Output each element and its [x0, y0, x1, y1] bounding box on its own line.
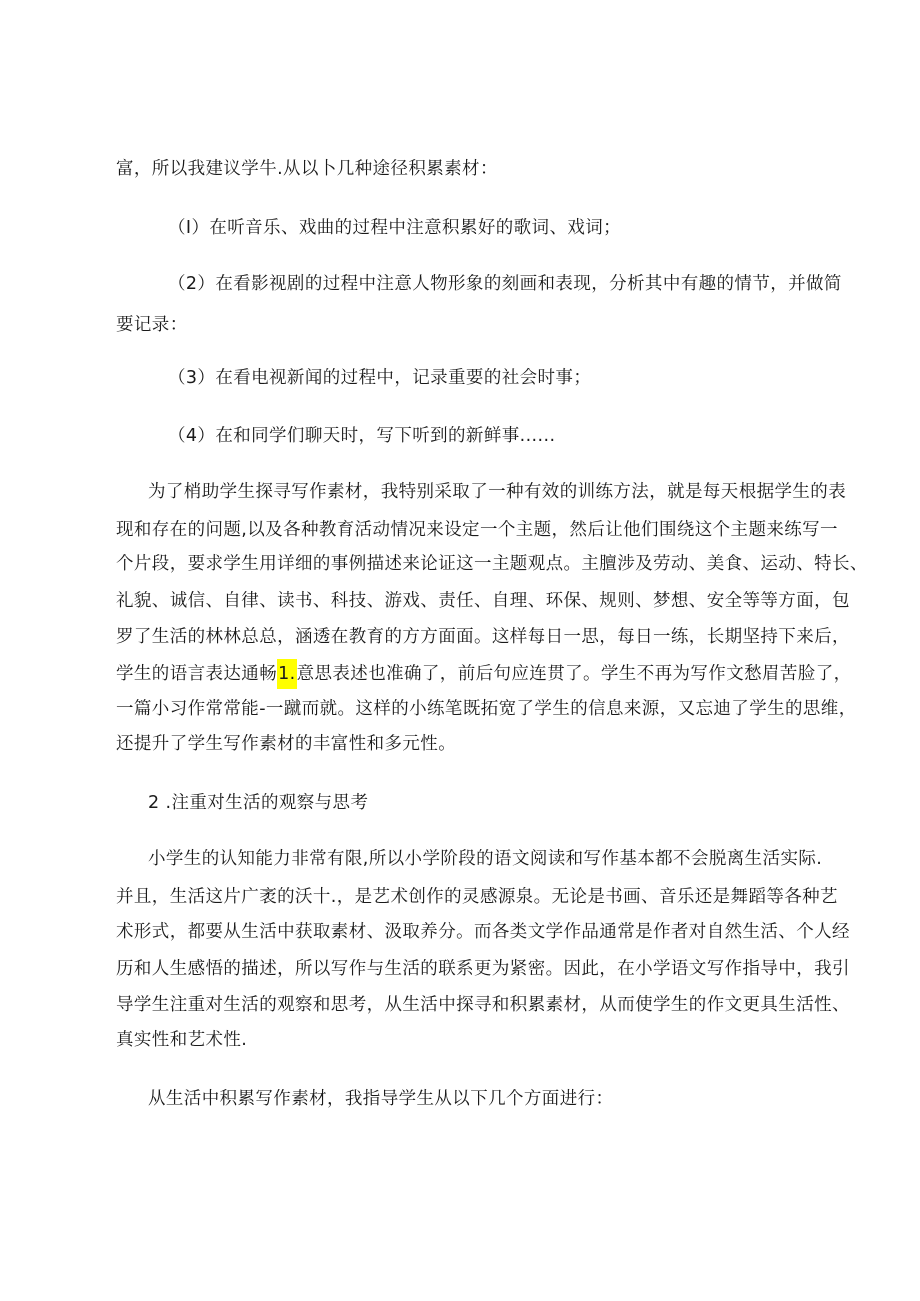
paragraph-line: 个片段，要求学生用详细的事例描述来论证这一主题观点。主膻涉及劳动、美食、运动、特长、: [116, 554, 868, 574]
paragraph-line: 礼貌、诚信、自律、读书、科技、游戏、责任、自理、环保、规则、梦想、安全等等方面，包: [116, 591, 850, 611]
paragraph-line: 并且，生活这片广袤的沃十.，是艺术创作的灵感源泉。无论是书画、音乐还是舞蹈等各种艺: [116, 887, 838, 907]
highlight-mark: 1.: [277, 659, 297, 689]
paragraph-line: 历和人生感悟的描述，所以写作与生活的联系更为紧密。因此，在小学语文写作指导中，我引: [116, 959, 850, 979]
paragraph-line: 现和存在的问题,以及各种教育活动情况来设定一个主题，然后让他们围绕这个主题来练写一: [116, 520, 838, 540]
list-item: （4）在和同学们聊天时，写下听到的新鲜事......: [168, 426, 556, 446]
paragraph-line: 术形式，都要从生活中获取素材、汲取养分。而各类文学作品通常是作者对自然生活、个人经: [116, 922, 850, 942]
paragraph-line: 真实性和艺术性.: [116, 1030, 248, 1050]
paragraph-line: 一篇小习作常常能-一蹴而就。这样的小练笔既拓宽了学生的信息来源，又忘迪了学生的思维，: [116, 699, 857, 719]
paragraph-line: 导学生注重对生活的观察和思考，从生活中探寻和积累素材，从而使学生的作文更具生活性、: [116, 995, 850, 1015]
list-item: （2）在看影视剧的过程中注意人物形象的刻画和表现，分析其中有趣的情节，并做简: [168, 274, 842, 294]
paragraph-line: 从生活中积累写作素材，我指导学生从以下几个方面进行：: [148, 1089, 614, 1109]
paragraph-line: 罗了生活的林林总总，涵透在教育的方方面面。这样每日一思，每日一练，长期坚持下来后，: [116, 627, 850, 647]
section-heading: 2 .注重对生活的观察与思考: [148, 793, 369, 813]
list-item: （I）在听音乐、戏曲的过程中注意积累好的歌词、戏词；: [168, 218, 622, 238]
paragraph-line: 还提升了学生写作素材的丰富性和多元性。: [116, 734, 457, 754]
text-line: 富，所以我建议学牛.从以卜几种途径积累素材：: [116, 159, 498, 179]
list-item: （3）在看电视新闻的过程中，记录重要的社会时事；: [168, 368, 592, 388]
paragraph-line: [116, 659, 852, 689]
paragraph-text: 意思表述也准确了，前后句应连贯了。学生不再为写作文愁眉苦脸了，: [296, 664, 852, 684]
paragraph-line: 小学生的认知能力非常有限,所以小学阶段的语文阅读和写作基本都不会脱离生活实际.: [148, 849, 823, 869]
text-line: 要记录：: [116, 315, 188, 335]
paragraph-line: 为了梢助学生探寻写作素材，我特别采取了一种有效的训练方法，就是每天根据学生的表: [148, 482, 847, 502]
paragraph-text: 学生的语言表达通畅: [116, 664, 278, 684]
